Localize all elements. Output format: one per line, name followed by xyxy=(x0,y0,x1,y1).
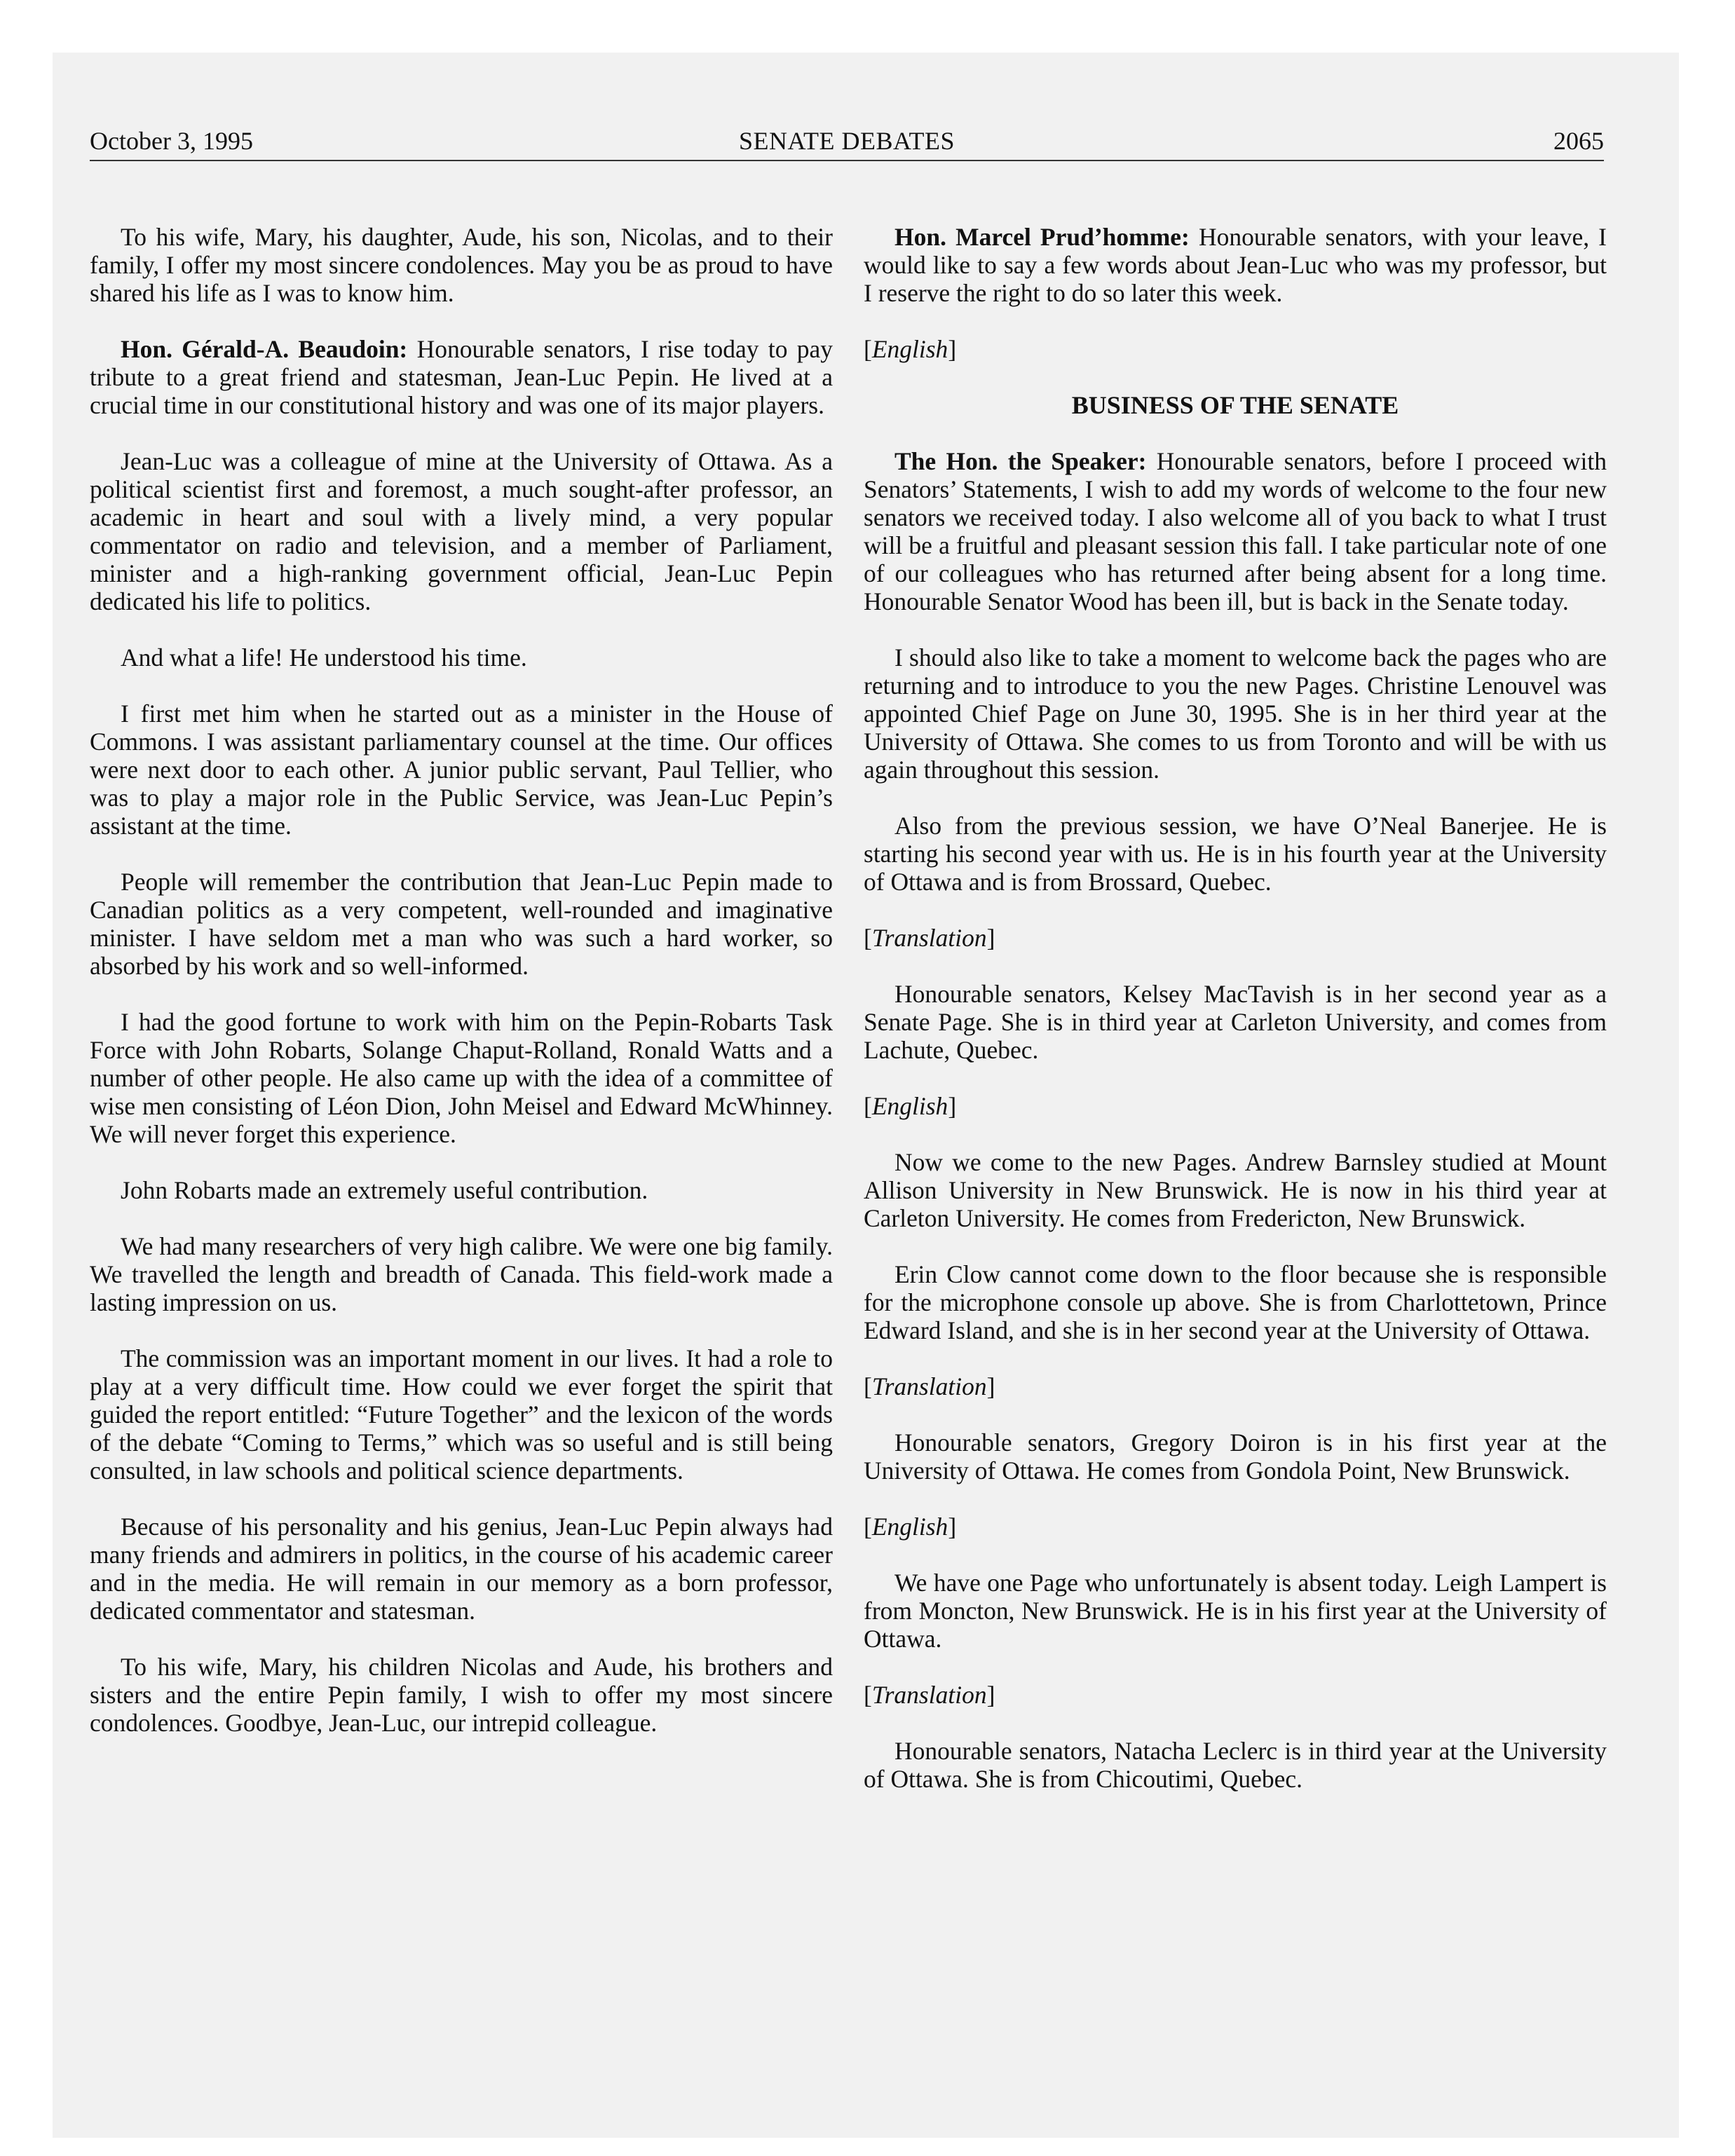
paragraph: To his wife, Mary, his daughter, Aude, his son, Nicolas, and to their family, I offer my most sincere condolences. May you be as proud to have shared his life as I was to know him. xyxy=(90,223,833,307)
paragraph: We had many researchers of very high calibre. We were one big family. We travelled the length and breadth of Canada. This field-work made a lasting impression on us. xyxy=(90,1232,833,1316)
language-marker: [Translation] xyxy=(864,1372,995,1400)
header-page-number: 2065 xyxy=(1553,127,1604,155)
header-date: October 3, 1995 xyxy=(90,127,253,155)
paragraph: I first met him when he started out as a minister in the House of Commons. I was assistant parliamentary counsel at the time. Our offices were next door to each other. A junior public servant, Paul Tellier, who was to play a major role in the Public Service, was Jean-Luc Pepin’s assistant at the time. xyxy=(90,700,833,840)
paragraph: Because of his personality and his genius, Jean-Luc Pepin always had many friends and admirers in politics, in the course of his academic career and in the media. He will remain in our memory as a born professor, dedicated commentator and statesman. xyxy=(90,1513,833,1625)
language-label: English xyxy=(871,335,948,363)
paragraph: We have one Page who unfortunately is absent today. Leigh Lampert is from Moncton, New Brunswick. He is in his first year at the University of Ottawa. xyxy=(864,1569,1607,1653)
paragraph: Honourable senators, Kelsey MacTavish is in her second year as a Senate Page. She is in third year at Carleton University, and comes from Lachute, Quebec. xyxy=(864,980,1607,1064)
paragraph-text: Honourable senators, before I proceed with Senators’ Statements, I wish to add my words of welcome to the four new senators we received today. I also welcome all of you back to what I trust will be a fruitful and pleasant session this fall. I take particular note of one of our colleagues who has returned after being absent for a long time. Honourable Senator Wood has been ill, but is back in the Senate today. xyxy=(864,447,1607,615)
paragraph-text: Honourable senators, I rise today to pay tribute to a great friend and statesman, Jean-Luc Pepin. He lived at a crucial time in our constitutional history and was one of its major players. xyxy=(90,335,833,419)
right-column xyxy=(864,223,1607,1821)
language-marker: [Translation] xyxy=(864,1681,995,1709)
paragraph: Honourable senators, Natacha Leclerc is in third year at the University of Ottawa. She is from Chicoutimi, Quebec. xyxy=(864,1737,1607,1793)
language-label: English xyxy=(871,1092,948,1120)
page-header xyxy=(90,125,1604,161)
paragraph: I had the good fortune to work with him on the Pepin-Robarts Task Force with John Robarts, Solange Chaput-Rolland, Ronald Watts and a number of other people. He also came up with the idea of a committee of wise men consisting of Léon Dion, John Meisel and Edward McWhinney. We will never forget this experience. xyxy=(90,1008,833,1148)
speaker-name: The Hon. the Speaker: xyxy=(894,447,1147,475)
paragraph: Jean-Luc was a colleague of mine at the University of Ottawa. As a political scientist first and foremost, a much sought-after professor, an academic in heart and soul with a lively mind, a very popular commentator on radio and television, and a member of Parliament, minister and a high-ranking government official, Jean-Luc Pepin dedicated his life to politics. xyxy=(90,447,833,615)
paragraph xyxy=(90,335,833,419)
paragraph: And what a life! He understood his time. xyxy=(121,643,527,671)
paragraph: I should also like to take a moment to welcome back the pages who are returning and to introduce to you the new Pages. Christine Lenouvel was appointed Chief Page on June 30, 1995. She is in her third year at the University of Ottawa. She comes to us from Toronto and will be with us again throughout this session. xyxy=(864,643,1607,784)
language-label: Translation xyxy=(871,1681,987,1709)
section-heading: BUSINESS OF THE SENATE xyxy=(1071,391,1399,419)
language-label: Translation xyxy=(871,924,987,952)
paragraph: John Robarts made an extremely useful contribution. xyxy=(121,1176,648,1204)
paragraph: Now we come to the new Pages. Andrew Barnsley studied at Mount Allison University in New Brunswick. He is now in his third year at Carleton University. He comes from Fredericton, New Brunswick. xyxy=(864,1148,1607,1232)
paragraph xyxy=(864,223,1607,307)
paragraph: Honourable senators, Gregory Doiron is in his first year at the University of Ottawa. He comes from Gondola Point, New Brunswick. xyxy=(864,1428,1607,1485)
paragraph: The commission was an important moment in our lives. It had a role to play at a very difficult time. How could we ever forget the spirit that guided the report entitled: “Future Together” and the lexicon of the words of the debate “Coming to Terms,” which was so useful and is still being consulted, in law schools and political science departments. xyxy=(90,1344,833,1485)
speaker-name: Hon. Marcel Prud’homme: xyxy=(894,223,1190,251)
left-column xyxy=(90,223,833,1765)
language-label: Translation xyxy=(871,1372,987,1400)
paragraph: To his wife, Mary, his children Nicolas and Aude, his brothers and sisters and the entire Pepin family, I wish to offer my most sincere condolences. Goodbye, Jean-Luc, our intrepid colleague. xyxy=(90,1653,833,1737)
paragraph xyxy=(864,447,1607,615)
language-marker: [English] xyxy=(864,335,957,363)
language-marker: [English] xyxy=(864,1513,957,1541)
header-title: SENATE DEBATES xyxy=(738,127,955,155)
paragraph: Also from the previous session, we have O’Neal Banerjee. He is starting his second year with us. He is in his fourth year at the University of Ottawa and is from Brossard, Quebec. xyxy=(864,812,1607,896)
language-marker: [Translation] xyxy=(864,924,995,952)
speaker-name: Hon. Gérald-A. Beaudoin: xyxy=(121,335,408,363)
language-marker: [English] xyxy=(864,1092,957,1120)
paragraph-text: Honourable senators, with your leave, I would like to say a few words about Jean-Luc who was my professor, but I reserve the right to do so later this week. xyxy=(864,223,1607,307)
paragraph: People will remember the contribution that Jean-Luc Pepin made to Canadian politics as a very competent, well-rounded and imaginative minister. I have seldom met a man who was such a hard worker, so absorbed by his work and so well-informed. xyxy=(90,868,833,980)
paragraph: Erin Clow cannot come down to the floor because she is responsible for the microphone console up above. She is from Charlottetown, Prince Edward Island, and she is in her second year at the University of Ottawa. xyxy=(864,1260,1607,1344)
language-label: English xyxy=(871,1513,948,1541)
